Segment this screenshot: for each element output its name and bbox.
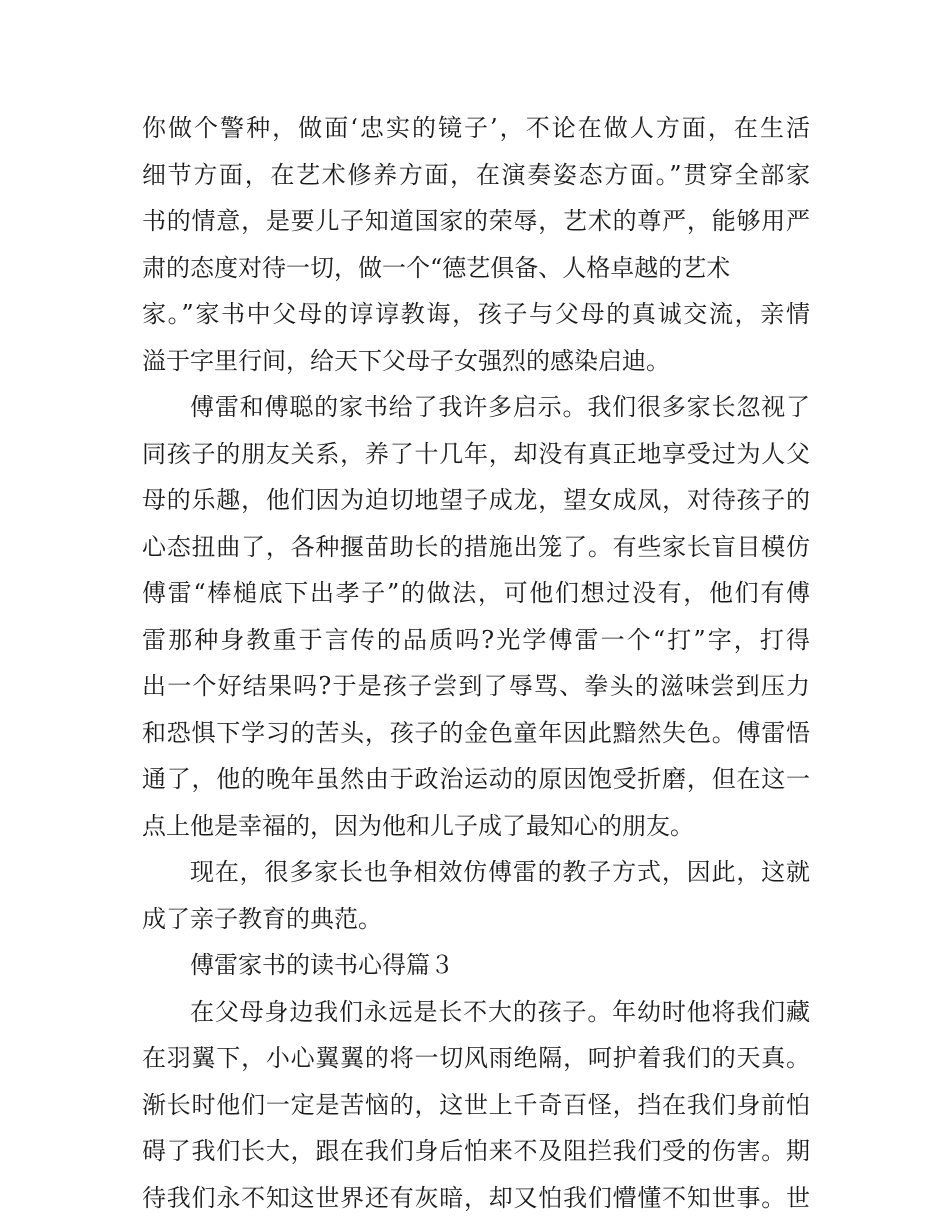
text-line: 和恐惧下学习的苦头，孩子的金色童年因此黯然失色。傅雷悟 [142,718,810,747]
text-line: 傅雷家书的读书心得篇３ [190,951,454,979]
text-line: 渐长时他们一定是苦恼的，这世上千奇百怪，挡在我们身前怕 [142,1090,810,1119]
text-line: 点上他是幸福的，因为他和儿子成了最知心的朋友。 [142,811,694,840]
text-line: 现在，很多家长也争相效仿傅雷的教子方式，因此，这就 [190,858,810,886]
document-body [142,105,810,1221]
text-line: 在父母身边我们永远是长不大的孩子。年幼时他将我们藏 [190,997,810,1026]
text-line: 雷那种身教重于言传的品质吗?光学傅雷一个“打”字，打得 [142,625,810,654]
text-line: 书的情意，是要儿子知道国家的荣辱，艺术的尊严，能够用严 [142,207,810,235]
text-line: 肃的态度对待一切，做一个“德艺俱备、人格卓越的艺术 [142,253,731,282]
text-line: 在羽翼下，小心翼翼的将一切风雨绝隔，呵护着我们的天真。 [142,1044,810,1072]
text-line: 心态扭曲了，各种揠苗助长的措施出笼了。有些家长盲目模仿 [142,532,810,561]
text-line: 你做个警种，做面‘忠实的镜子’，不论在做人方面，在生活 [142,114,810,142]
text-line: 家。”家书中父母的谆谆教诲，孩子与父母的真诚交流，亲情 [142,300,810,328]
text-line: 待我们永不知这世界还有灰暗，却又怕我们懵懂不知世事。世 [142,1183,810,1212]
text-line: 细节方面，在艺术修养方面，在演奏姿态方面。”贯穿全部家 [142,160,810,189]
text-line: 碍了我们长大，跟在我们身后怕来不及阻拦我们受的伤害。期 [142,1137,810,1165]
text-line: 通了，他的晚年虽然由于政治运动的原因饱受折磨，但在这一 [142,765,810,793]
text-line: 母的乐趣，他们因为迫切地望子成龙，望女成凤，对待孩子的 [142,486,810,514]
text-line: 傅雷和傅聪的家书给了我许多启示。我们很多家长忽视了 [190,393,810,421]
text-line: 成了亲子教育的典范。 [142,904,382,933]
text-line: 溢于字里行间，给天下父母子女强烈的感染启迪。 [142,346,670,375]
text-line: 同孩子的朋友关系，养了十几年，却没有真正地享受过为人父 [142,439,810,468]
text-line: 傅雷“棒槌底下出孝子”的做法，可他们想过没有，他们有傅 [142,579,810,607]
text-line: 出一个好结果吗?于是孩子尝到了辱骂、拳头的滋味尝到压力 [142,672,810,700]
